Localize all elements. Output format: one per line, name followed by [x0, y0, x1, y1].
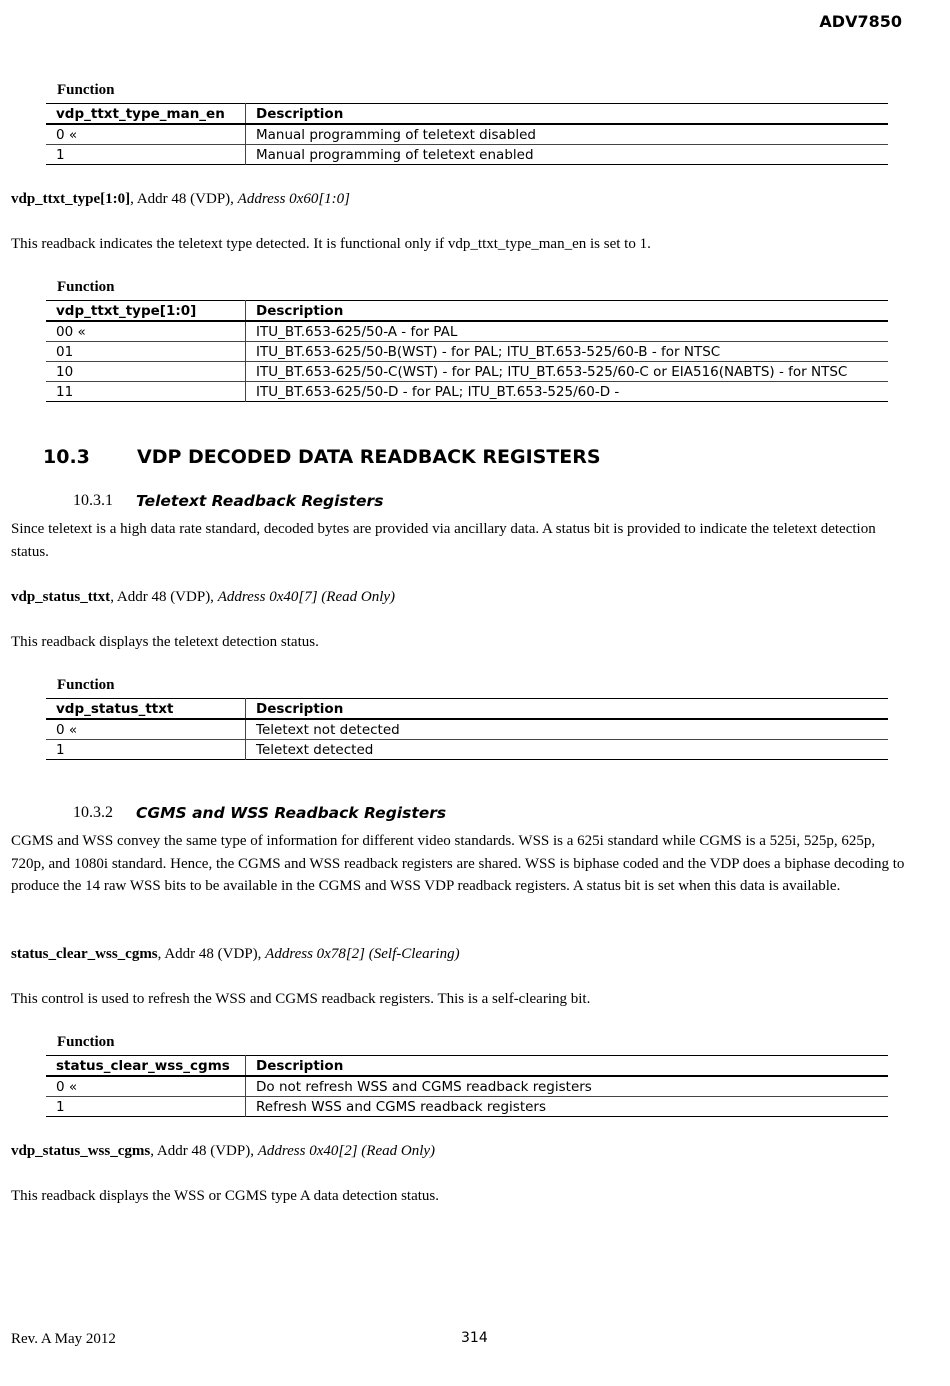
section-title: VDP DECODED DATA READBACK REGISTERS	[137, 446, 601, 468]
subsection-number: 10.3.1	[73, 492, 113, 509]
table-cell: 0 «	[56, 721, 78, 738]
subsection-title: CGMS and WSS Readback Registers	[136, 804, 447, 822]
table-row	[46, 342, 888, 362]
body-paragraph: This readback indicates the teletext type detected. It is functional only if vdp_ttxt_type_man_en is set to 1.	[11, 236, 651, 252]
table-cell: ITU_BT.653-625/50-C(WST) - for PAL; ITU_BT.653-525/60-C or EIA516(NABTS) - for NTSC	[246, 362, 889, 382]
table-header-row	[46, 1056, 888, 1077]
register-address: Address 0x60[1:0]	[237, 191, 351, 207]
section-number: 10.3	[43, 446, 90, 468]
function-table-status-clear-wss-cgms	[46, 1055, 888, 1117]
table-cell: 10	[56, 363, 74, 380]
body-paragraph: This readback displays the WSS or CGMS type A data detection status.	[11, 1188, 439, 1204]
table-cell: Teletext detected	[246, 740, 889, 760]
register-address: Address 0x78[2] (Self-Clearing)	[265, 946, 460, 962]
body-paragraph: CGMS and WSS convey the same type of information for different video standards. WSS is a 625i standard while CGMS is a 525i, 525p, 625p, 720p, and 1080i standard. Hence, the CGMS and WSS readback registers are shared. WSS is biphase coded and the VDP does a biphase decoding to produce the 14 raw WSS bits to be available in the CGMS and WSS VDP readback registers. A status bit is set when this data is available.	[11, 833, 905, 894]
table-header-row	[46, 699, 888, 720]
table-row	[46, 145, 888, 165]
register-addr: , Addr 48 (VDP),	[157, 946, 266, 962]
column-header: vdp_ttxt_type_man_en	[56, 105, 225, 122]
column-header: Description	[246, 104, 889, 125]
register-heading-status-ttxt	[11, 586, 911, 609]
page-number: 314	[461, 1330, 488, 1346]
register-heading-status-wss-cgms	[11, 1140, 911, 1163]
table-header-row	[46, 301, 888, 322]
table-cell: 0 «	[56, 1078, 78, 1095]
column-header: vdp_ttxt_type[1:0]	[56, 302, 197, 319]
table-cell: 1	[56, 1098, 65, 1115]
function-table-ttxt-type	[46, 300, 888, 402]
table-cell: ITU_BT.653-625/50-B(WST) - for PAL; ITU_BT.653-525/60-B - for NTSC	[246, 342, 889, 362]
register-address: Address 0x40[7] (Read Only)	[217, 589, 396, 605]
table-row	[46, 1097, 888, 1117]
register-addr: , Addr 48 (VDP),	[150, 1143, 258, 1159]
table-row	[46, 719, 888, 740]
table-cell: 1	[56, 741, 65, 758]
table-row	[46, 1076, 888, 1097]
document-header-title: ADV7850	[819, 12, 902, 31]
table-cell: Refresh WSS and CGMS readback registers	[246, 1097, 889, 1117]
register-name: status_clear_wss_cgms	[11, 946, 158, 962]
body-paragraph: This readback displays the teletext detection status.	[11, 634, 319, 650]
table-cell: Teletext not detected	[246, 719, 889, 740]
body-paragraph: Since teletext is a high data rate standard, decoded bytes are provided via ancillary data. A status bit is provided to indicate the teletext detection status.	[11, 521, 876, 560]
table-header-row	[46, 104, 888, 125]
subsection-number: 10.3.2	[73, 804, 113, 821]
column-header: vdp_status_ttxt	[56, 700, 174, 717]
function-label: Function	[57, 677, 115, 693]
table-row	[46, 362, 888, 382]
register-name: vdp_status_wss_cgms	[11, 1143, 151, 1159]
table-cell: ITU_BT.653-625/50-A - for PAL	[246, 321, 889, 342]
table-row	[46, 740, 888, 760]
register-heading-status-clear-wss-cgms	[11, 943, 911, 966]
register-addr: , Addr 48 (VDP),	[130, 191, 238, 207]
table-cell: 1	[56, 146, 65, 163]
register-addr: , Addr 48 (VDP),	[110, 589, 218, 605]
register-name: vdp_ttxt_type[1:0]	[11, 191, 131, 207]
table-cell: Do not refresh WSS and CGMS readback registers	[246, 1076, 889, 1097]
function-label: Function	[57, 279, 115, 295]
table-cell: 01	[56, 343, 74, 360]
function-table-status-ttxt	[46, 698, 888, 760]
register-heading-ttxt-type	[11, 188, 911, 211]
table-row	[46, 321, 888, 342]
table-cell: 11	[56, 383, 74, 400]
function-table-ttxt-type-man-en	[46, 103, 888, 165]
body-paragraph: This control is used to refresh the WSS and CGMS readback registers. This is a self-clearing bit.	[11, 991, 591, 1007]
table-cell: 0 «	[56, 126, 78, 143]
column-header: Description	[246, 301, 889, 322]
subsection-title: Teletext Readback Registers	[136, 492, 384, 510]
function-label: Function	[57, 1034, 115, 1050]
table-cell: 00 «	[56, 323, 86, 340]
footer-revision: Rev. A May 2012	[11, 1331, 116, 1347]
table-row	[46, 382, 888, 402]
register-name: vdp_status_ttxt	[11, 589, 111, 605]
column-header: Description	[246, 699, 889, 720]
column-header: Description	[246, 1056, 889, 1077]
table-cell: ITU_BT.653-625/50-D - for PAL; ITU_BT.653-525/60-D -	[246, 382, 889, 402]
column-header: status_clear_wss_cgms	[56, 1057, 230, 1074]
table-cell: Manual programming of teletext disabled	[246, 124, 889, 145]
table-row	[46, 124, 888, 145]
function-label: Function	[57, 82, 115, 98]
register-address: Address 0x40[2] (Read Only)	[257, 1143, 436, 1159]
table-cell: Manual programming of teletext enabled	[246, 145, 889, 165]
